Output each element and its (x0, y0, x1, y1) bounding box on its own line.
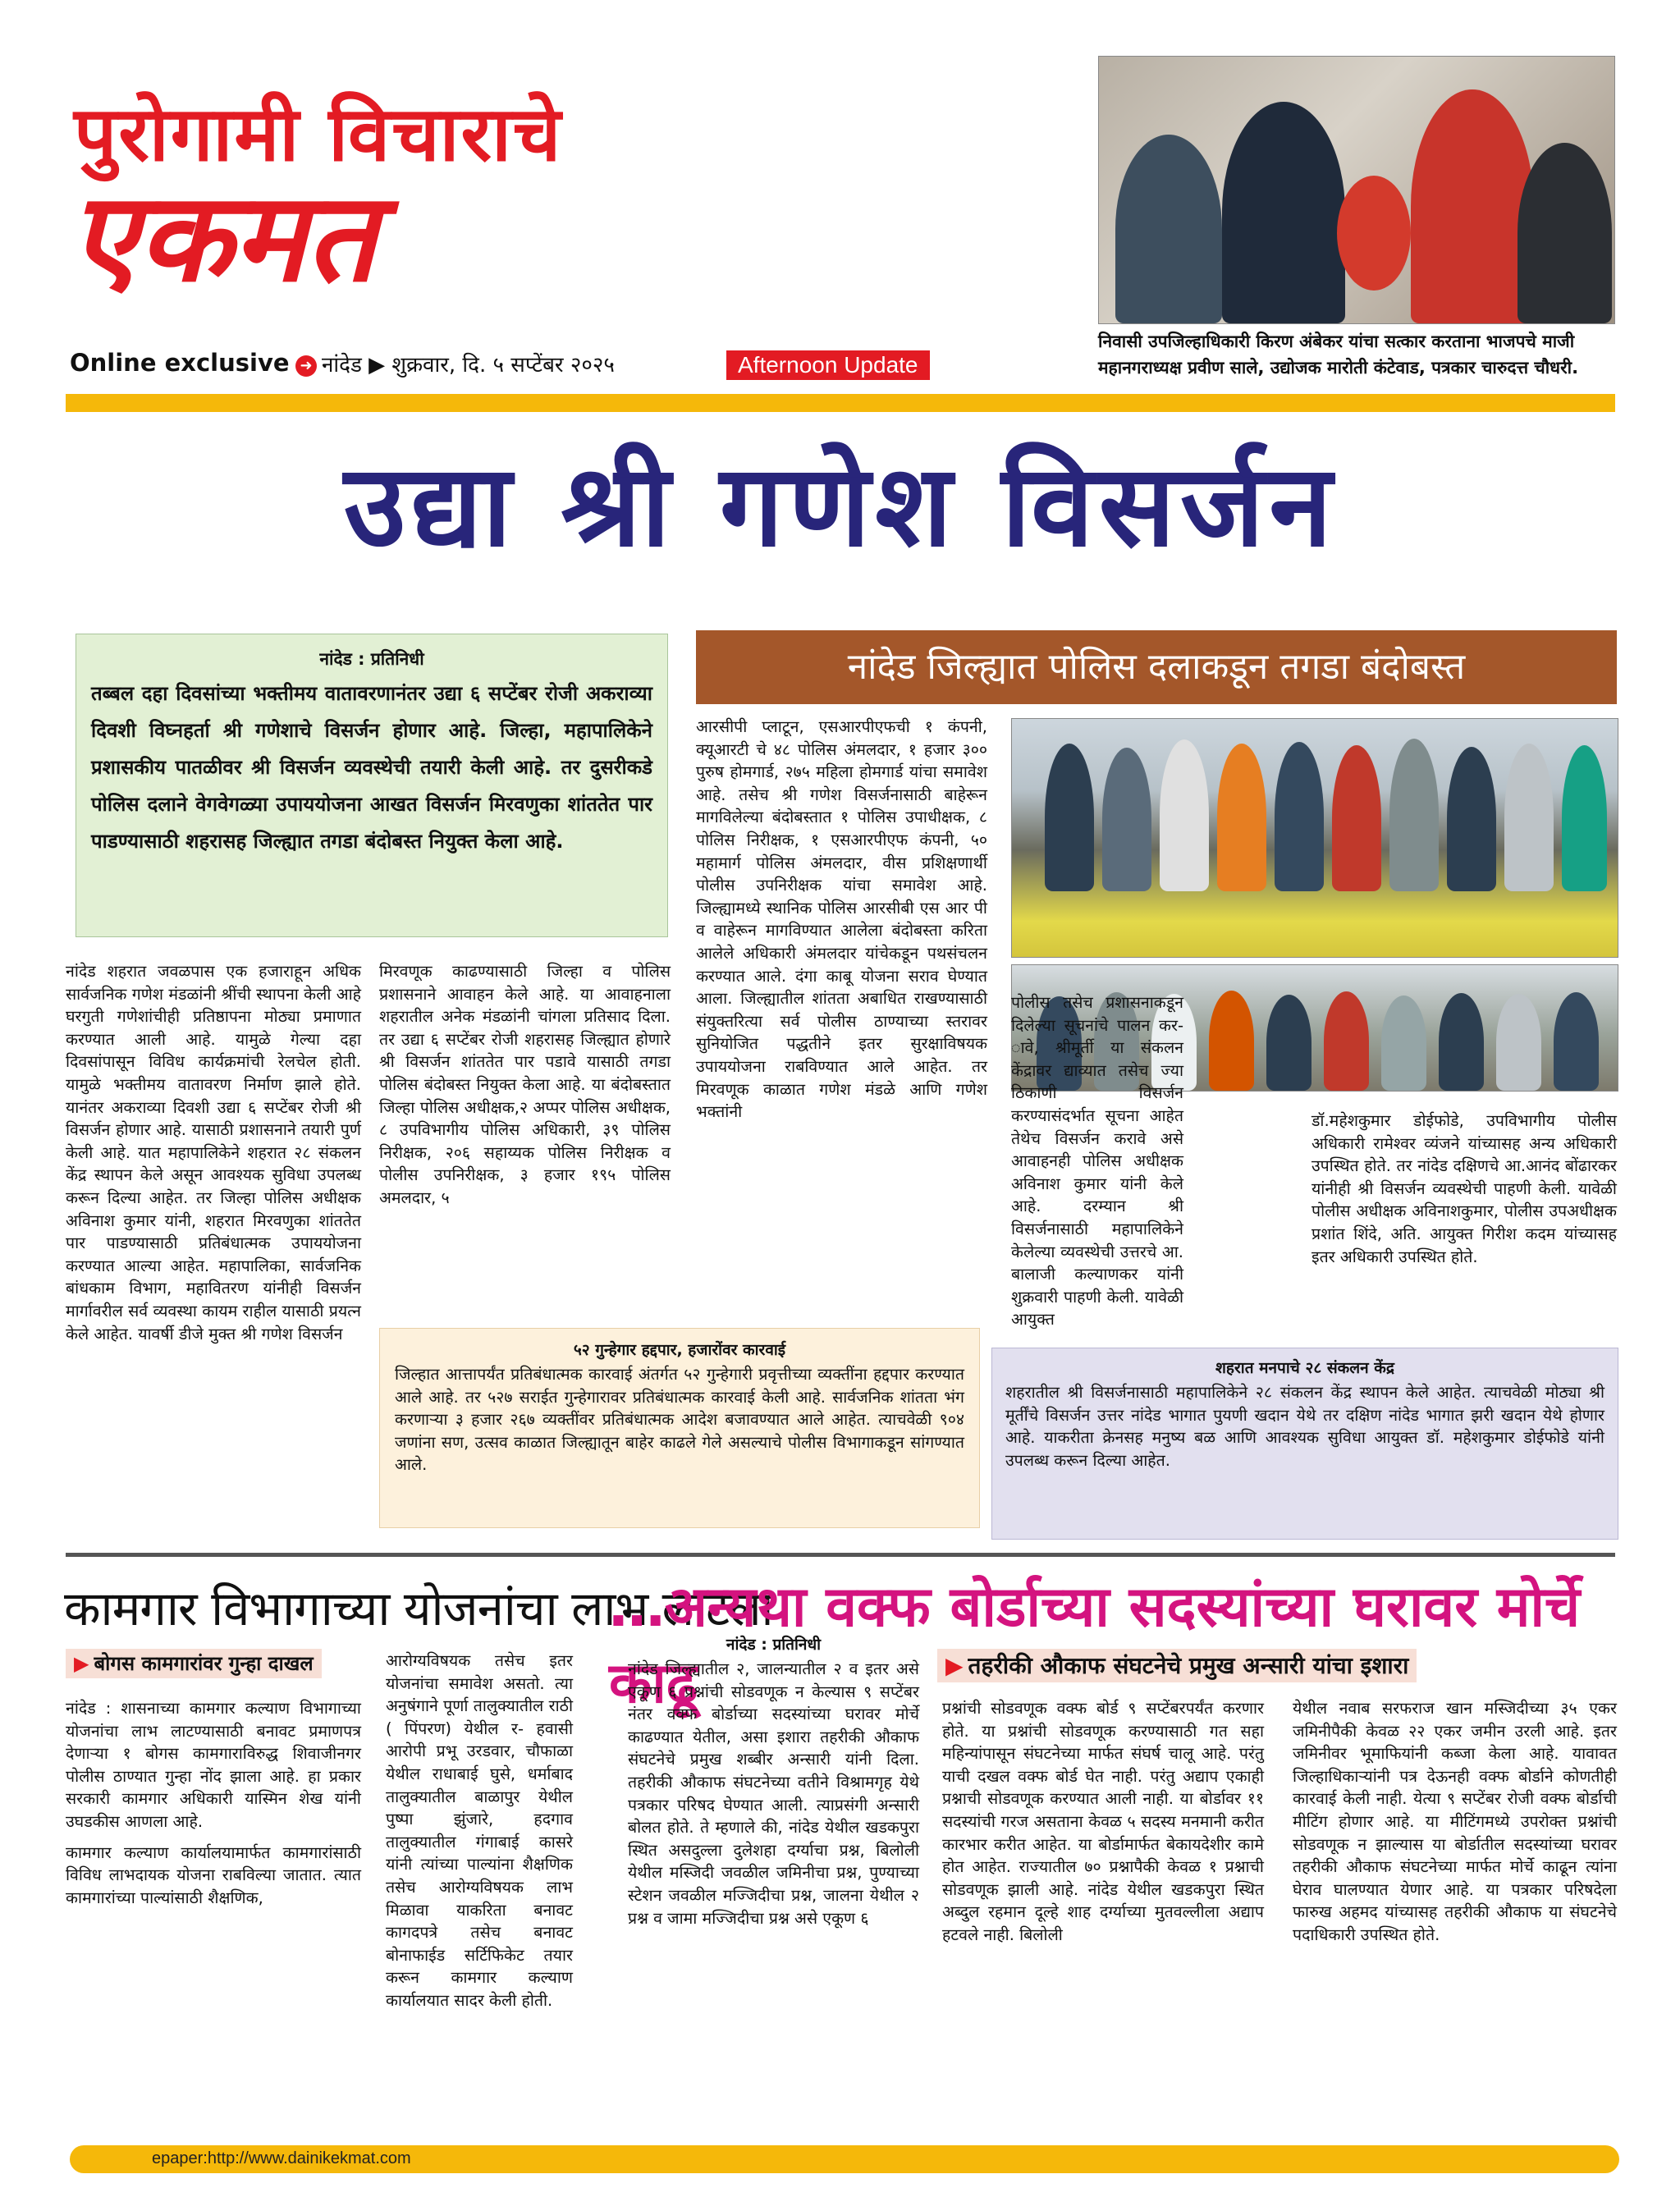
column-text: आरोग्यविषयक तसेच इतर योजनांचा समावेश असतो. त्या अनुषंगाने पूर्णा तालुक्यातील राठी ( पिंपरण) येथील र- हवासी आरोपी प्रभू उरडवार, चौफाळा येथील राधाबाई घुसे, धर्माबाद तालुक्यातील बाळापुर येथील पुष्पा झुंजारे, हदगाव तालुक्यातील गंगाबाई कासरे यांनी त्यांच्या पाल्यांना शैक्षणिक तसेच आरोग्यविषयक लाभ मिळावा याकरिता बनावट कागदपत्रे तसेच बनावट बोनाफाईड सर्टिफिकेट तयार करून कामगार कल्याण कार्यालयात सादर केली होती. (386, 1651, 573, 2010)
crime-action-box (379, 1328, 980, 1528)
labour-column-1 (66, 1697, 361, 1909)
article-column-1 (66, 960, 361, 1345)
waqf-column-3 (1293, 1697, 1617, 1947)
intro-box (76, 634, 668, 937)
column-text: नांदेड : शासनाच्या कामगार कल्याण विभागाच्या योजनांचा लाभ लाटण्यासाठी बनावट प्रमाणपत्र देणाऱ्या १ बोगस कामगाराविरुद्ध शिवाजीनगर पोलीस ठाण्यात गुन्हा नोंद झाला आहे. हा प्रकार सरकारी कामगार अधिकारी यास्मिन शेख यांनी उघडकीस आणला आहे. (66, 1699, 361, 1831)
column-text: नांदेड जिल्ह्यातील २, जालन्यातील २ व इतर असे एकूण ६ प्रश्नांची सोडवणूक न केल्यास ९ सप्टेंबर नंतर वक्फ बोर्डाच्या सदस्यांच्या घरावर मोर्चे काढण्यात येतील, असा इशारा तहरीकी औकाफ संघटनेचे प्रमुख शब्बीर अन्सारी यांनी दिला. तहरीकी औकाफ संघटनेच्या वतीने विश्रामगृह येथे पत्रकार परिषद घेण्यात आली. त्याप्रसंगी अन्सारी बोलत होते. ते म्हणाले की, नांदेड येथील खडकपुरा स्थित असदुल्ला दुलेशहा दर्ग्याचा प्रश्न, बिलोली येथील मस्जिदी जवळील जमिनीचा प्रश्न, पुण्याच्या स्टेशन जवळील मज्जिदीचा प्रश्न, जालना येथील २ प्रश्न व जामा मज्जिदीचा प्रश्न असे एकूण ६ (628, 1659, 919, 1928)
intro-text: तब्बल दहा दिवसांच्या भक्तीमय वातावरणानंतर उद्या ६ सप्टेंबर रोजी अकराव्या दिवशी विघ्नहर्ता श्री गणेशाचे विसर्जन होणार आहे. जिल्हा, महापालिकेने प्रशासकीय पातळीवर श्री विसर्जन व्यवस्थेची तयारी केली आहे. तर दुसरीकडे पोलिस दलाने वेगवेगळ्या उपाययोजना आखत विसर्जन मिरवणुका शांततेत पार पाडण्यासाठी शहरासह जिल्ह्यात तगडा बंदोबस्त नियुक्त केला आहे. (91, 682, 652, 853)
dateline-text: नांदेड ▶ शुक्रवार, दि. ५ सप्टेंबर २०२५ (322, 353, 615, 378)
triangle-right-icon: ▶ (74, 1652, 89, 1675)
labour-column-2 (386, 1650, 573, 2012)
edition-badge: Afternoon Update (726, 350, 930, 380)
column-text: डॉ.महेशकुमार डोईफोडे, उपविभागीय पोलीस अधिकारी रामेश्वर व्यंजने यांच्यासह अन्य अधिकारी उपस्थित होते. तर नांदेड दक्षिणचे आ.आनंद बोंढारकर यांनीही श्री विसर्जन व्यवस्थेची पाहणी केली. यावेळी पोलीस अधीक्षक अविनाशकुमार, पोलीस उपअधीक्षक प्रशांत शिंदे, अति. आयुक्त गिरीश कदम यांच्यासह इतर अधिकारी उपस्थित होते. (1311, 1111, 1617, 1266)
column-text: मिरवणूक काढण्यासाठी जिल्हा व पोलिस प्रशासनाने आवाहन केले आहे. या आवाहनाला शहरातील अनेक मंडळांनी चांगला प्रतिसाद दिला. तर उद्या ६ सप्टेंबर रोजी शहरासह जिल्ह्यात होणारे श्री विसर्जन शांततेत पार पडावे यासाठी तगडा पोलिस बंदोबस्त नियुक्त केला आहे. या बंदोबस्तात जिल्हा पोलिस अधीक्षक,२ अप्पर पोलिस अधीक्षक, ८ उपविभागीय पोलिस अधिकारी, ३९ पोलिस निरीक्षक, २०६ सहाय्यक पोलिस निरीक्षक व पोलीस उपनिरीक्षक, ३ हजार १९५ पोलिस अमलदार, ५ (379, 962, 671, 1207)
waqf-column-1 (628, 1658, 919, 1929)
column-text: आरसीपी प्लाटून, एसआरपीएफची १ कंपनी, क्यूआरटी चे ४८ पोलिस अंमलदार, १ हजार ३०० पुरुष होमगार्ड, २७५ महिला होमगार्ड यांचा समावेश आहे. तसेच श्री गणेश विसर्जनासाठी बाहेरून मागविलेल्या बंदोबस्तात १ पोलिस उपाधीक्षक, ८ पोलिस निरीक्षक, १ एसआरपीएफ कंपनी, ५० महामार्ग पोलिस अंमलदार, वीस प्रशिक्षणार्थी पोलीस उपनिरीक्षक यांचा समावेश आहे. जिल्ह्यामध्ये स्थानिक पोलिस आरसीबी एस आर पी व वाहेरून मागविण्यात आलेला बंदोबस्ता करिता आलेले अधिकारी अंमलदार यांचेकडून पथसंचलन करण्यात आले. दंगा काबू योजना सराव घेण्यात आला. जिल्ह्यातील शांतता अबाधित राखण्यासाठी संयुक्तरित्या सर्व पोलीस ठाण्याच्या स्तरावर सुनियोजित पद्धतीने इतर सुरक्षाविषयक उपाययोजना राबविण्यात आले आहेत. तर मिरवणूक काळात गणेश मंडळे आणि गणेश भक्तांनी (696, 717, 987, 1122)
section-divider (66, 1553, 1615, 1557)
labour-tag-text: बोगस कामगारांवर गुन्हा दाखल (94, 1652, 314, 1675)
collection-centres-box (991, 1348, 1618, 1540)
waqf-story-tag (937, 1650, 1417, 1681)
arrow-right-icon: ➜ (295, 355, 317, 377)
online-exclusive-label: Online exclusive (70, 349, 290, 377)
article-column-5 (1311, 1110, 1617, 1268)
column-text: नांदेड शहरात जवळपास एक हजाराहून अधिक सार्वजनिक गणेश मंडळांनी श्रींची स्थापना केली आहे घरगुती गणेशांचीही प्रतिष्ठापना मोठ्या प्रमाणात करण्यात आली आहे. यामुळे गेल्या दहा दिवसांपासून विविध कार्यक्रमांची रेलचेल होती. यामुळे भक्तीमय वातावरण निर्माण झाले होते. यानंतर अकराव्या दिवशी उद्या ६ सप्टेंबर रोजी श्री विसर्जन होणार आहे. यासाठी प्रशासनाने तयारी पुर्ण केली आहे. यात महापालिकेने शहरात २८ संकलन केंद्र स्थापन केले असून आवश्यक सुविधा उपलब्ध करून दिल्या आहेत. तर जिल्हा पोलिस अधीक्षक अविनाश कुमार यांनी, शहरात मिरवणुका शांततेत पार पाडण्यासाठी प्रतिबंधात्मक उपाययोजना करण्यात आल्या आहेत. महापालिका, सार्वजनिक बांधकाम विभाग, महावितरण यांनीही विसर्जन मार्गावरील सर्व व्यवस्था कायम राहील यासाठी प्रयत्न केले आहेत. यावर्षी डीजे मुक्त श्री गणेश विसर्जन (66, 962, 361, 1343)
subheadline-band: नांदेड जिल्ह्यात पोलिस दलाकडून तगडा बंदोबस्त (696, 630, 1617, 704)
epaper-link[interactable]: epaper:http://www.dainikekmat.com (152, 2149, 411, 2167)
collection-box-text: शहरातील श्री विसर्जनासाठी महापालिकेने २८ संकलन केंद्र स्थापन केले आहेत. त्याचवेळी मोठ्या श्री मूर्तींचे विसर्जन उत्तर नांदेड भागात पुयणी खदान येथे तर दक्षिण नांदेड भागात झरी खदान येथे होणार आहे. याकरीता क्रेनसह मनुष्य बळ आणि आवश्यक सुविधा आयुक्त डॉ. महेशकुमार डोईफोडे यांनी उपलब्ध करून दिल्या आहेत. (1005, 1383, 1604, 1470)
triangle-right-icon: ▶ (945, 1652, 964, 1679)
labour-story-tag (66, 1650, 322, 1677)
waqf-byline: नांदेड : प्रतिनिधी (726, 1636, 822, 1654)
intro-byline: नांदेड : प्रतिनिधी (319, 649, 424, 669)
masthead-title: एकमत (70, 167, 377, 309)
crime-box-title: ५२ गुन्हेगार हद्दपार, हजारोंवर कारवाई (573, 1341, 786, 1359)
felicitation-photo (1098, 56, 1615, 324)
masthead-tagline: पुरोगामी विचाराचे (74, 90, 563, 178)
waqf-tag-text: तहरीकी औकाफ संघटनेचे प्रमुख अन्सारी यांचा इशारा (968, 1652, 1409, 1679)
article-column-2 (379, 960, 671, 1210)
collection-box-title: शहरात मनपाचे २८ संकलन केंद्र (1215, 1359, 1394, 1377)
column-text: पोलीस तसेच प्रशासनाकडून दिलेल्या सूचनांचे पालन कर- ावे, श्रीमूर्ती या संकलन केंद्रावर द्याव्यात तसेच ज्या ठिकाणी विसर्जन करण्यासंदर्भात सूचना आहेत तेथेच विसर्जन करावे असे आवाहनही पोलिस अधीक्षक अविनाश कुमार यांनी केले आहे. दरम्यान श्री विसर्जनासाठी महापालिकेने केलेल्या व्यवस्थेची उत्तरचे आ. बालाजी कल्याणकर यांनी शुक्रवारी पाहणी केली. यावेळी आयुक्त (1011, 993, 1183, 1330)
article-column-3 (696, 716, 987, 1124)
lead-headline: उद्या श्री गणेश विसर्जन (344, 440, 1337, 572)
column-text: येथील नवाब सरफराज खान मस्जिदीच्या ३५ एकर जमिनीपैकी केवळ २२ एकर जमीन उरली आहे. इतर जमिनीवर भूमाफियांनी कब्जा केला आहे. यावावत जिल्हाधिकाऱ्यांनी पत्र देऊनही वक्फ बोर्डाने कोणतीही कारवाई केली नाही. येत्या ९ सप्टेंबर रोजी वक्फ बोर्डाची मीटिंग होणार आहे. या मीटिंगमध्ये उपरोक्त प्रश्नांची सोडवणूक न झाल्यास या बोर्डातील सदस्यांच्या घरावर तहरीकी औकाफ संघटनेच्या मार्फत मोर्चे काढून त्यांना घेराव घालण्यात येणार आहे. या पत्रकार परिषदेला फारुख अहमद यांच्यासह तहरीकी औकाफ या संघटनेचे पदाधिकारी उपस्थित होते. (1293, 1699, 1617, 1944)
divider-rule (66, 394, 1615, 412)
article-column-4 (1011, 991, 1183, 1331)
photo-caption: निवासी उपजिल्हाधिकारी किरण अंबेकर यांचा सत्कार करताना भाजपचे माजी महानगराध्यक्ष प्रवीण साले, उद्योजक मारोती कंटेवाड, पत्रकार चारुदत्त चौधरी. (1098, 332, 1579, 378)
waqf-story-headline: …अन्यथा वक्फ बोर्डाच्या सदस्यांच्या घरावर मोर्चे काढू (609, 1575, 1581, 1716)
column-text: प्रश्नांची सोडवणूक वक्फ बोर्ड ९ सप्टेंबरपर्यंत करणार होते. या प्रश्नांची सोडवणूक करण्यासाठी गत सहा महिन्यांपासून संघटनेच्या मार्फत संघर्ष चालू आहे. परंतु याची दखल वक्फ बोर्ड घेत नाही. परंतु अद्याप एकाही प्रश्नाची सोडवणूक करण्यात आली नाही. या बोर्डावर ११ सदस्यांची गरज असताना केवळ ५ सदस्य मनमानी करीत कारभार करीत आहेत. या बोर्डामार्फत बेकायदेशीर कामे होत आहेत. राज्यातील ७० प्रश्नापैकी केवळ १ प्रश्नाची सोडवणूक झाली आहे. नांदेड येथील खडकपुरा स्थित अब्दुल रहमान दूल्हे शाह दर्ग्याच्या मुतवल्लीला अद्याप हटवले नाही. बिलोली (942, 1699, 1264, 1944)
dateline (295, 349, 615, 378)
labour-story-headline: कामगार विभागाच्या योजनांचा लाभ लाटला (64, 1581, 773, 1636)
crime-box-text: जिल्हात आत्तापर्यंत प्रतिबंधात्मक कारवाई अंतर्गत ५२ गुन्हेगारी प्रवृत्तीच्या व्यक्तींना हद्दपार करण्यात आले आहे. तर ५२७ सराईत गुन्हेगारावर प्रतिबंधात्मक कारवाई केली आहे. सार्वजनिक शांतता भंग करणाऱ्या ३ हजार २६७ व्यक्तींवर प्रतिबंधात्मक आदेश बजावण्यात आले आहेत. त्याचवेळी ९०४ जणांना सण, उत्सव काळात जिल्ह्यातून बाहेर काढले गेले असल्याचे पोलीस विभागाकडून सांगण्यात आले. (395, 1365, 964, 1475)
column-text: कामगार कल्याण कार्यालयामार्फत कामगारांसाठी विविध लाभदायक योजना राबविल्या जातात. त्यात कामगारांच्या पाल्यांसाठी शैक्षणिक, (66, 1842, 361, 1907)
footer-bar (70, 2145, 1619, 2173)
police-inspection-photo (1011, 718, 1618, 958)
waqf-column-2 (942, 1697, 1264, 1947)
